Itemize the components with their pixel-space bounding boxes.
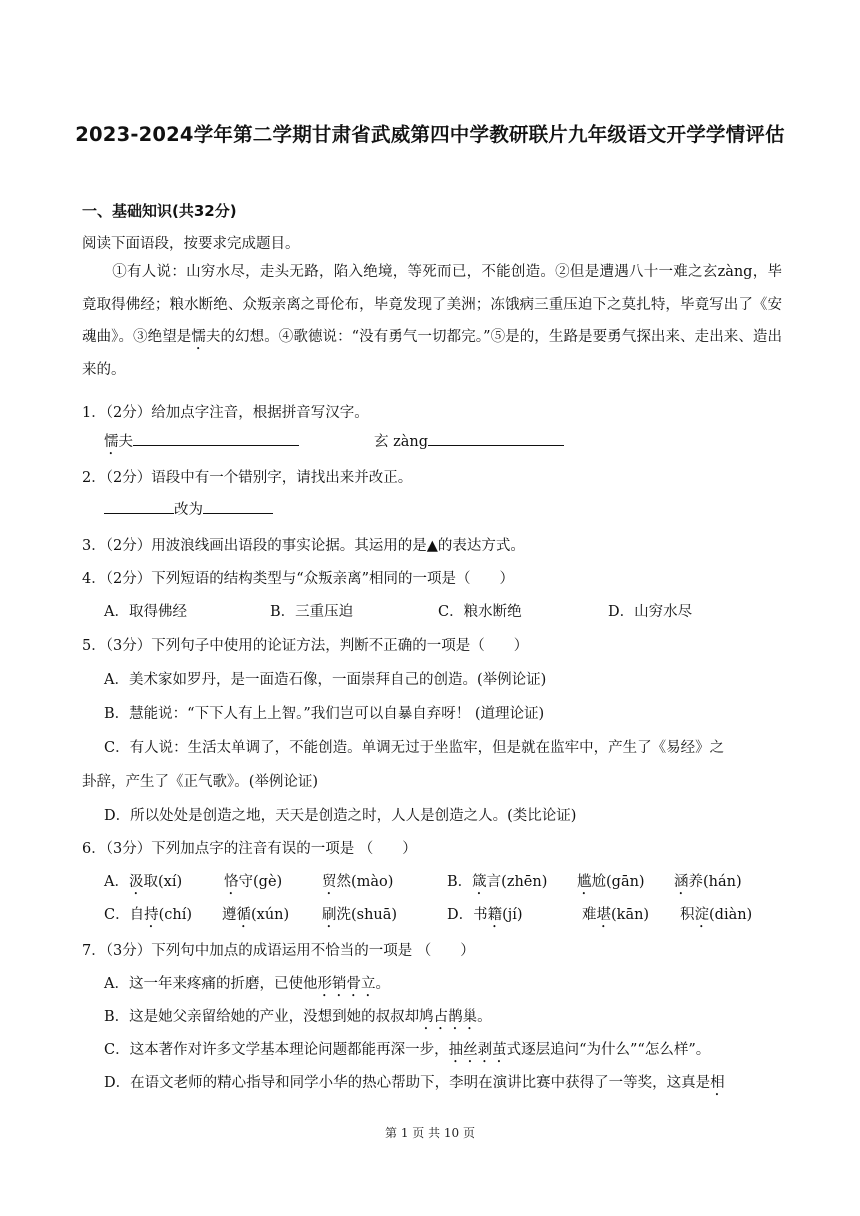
option-c-item-3: 刷洗(shuā) bbox=[322, 907, 398, 923]
passage-text-1: ①有人说：山穷水尽，走头无路，陷入绝境，等死而已，不能创造。②但是遭遇八十一难之玄zàng，毕竟取得佛经；粮水断绝、众叛亲离之哥伦布，毕竟发现了美洲；冻饿病三重压迫下之莫扎特，毕竟写出了《安魂曲》。③绝望是 bbox=[82, 264, 782, 345]
option-b-item-3: 涵养(hán) bbox=[674, 874, 742, 890]
question-1-stem: 1．（2分）给加点字注音，根据拼音写汉字。 bbox=[82, 405, 369, 421]
option-c[interactable]: C．粮水断绝 bbox=[438, 604, 522, 620]
option-a[interactable]: A．这一年来疼痛的折磨，已使他形销骨立。 bbox=[104, 976, 390, 992]
option-d-item-3: 积淀(diàn) bbox=[680, 907, 753, 923]
option-b-item-1[interactable]: B．箴言(zhēn) bbox=[447, 874, 548, 890]
option-d[interactable]: D．所以处处是创造之地，天天是创造之时，人人是创造之人。(类比论证) bbox=[104, 808, 577, 824]
option-d-item-2: 难堪(kān) bbox=[582, 907, 650, 923]
question-5-stem: 5．（3分）下列句子中使用的论证方法，判断不正确的一项是（ ） bbox=[82, 638, 529, 654]
answer-blank[interactable] bbox=[133, 431, 299, 446]
instruction: 阅读下面语段，按要求完成题目。 bbox=[82, 236, 300, 252]
option-d[interactable]: D．山穷水尽 bbox=[608, 604, 693, 620]
option-c-item-1[interactable]: C．自持(chí) bbox=[104, 907, 193, 923]
item-text: 玄 zàng bbox=[374, 434, 429, 450]
option-a-item-2: 恪守(gè) bbox=[224, 874, 283, 890]
passage-text-2: 夫的幻想。④歌德说：“没有勇气一切都完。”⑤是的，生路是要勇气探出来、走出来、造出来的。 bbox=[82, 329, 783, 378]
option-c[interactable]: C．这本著作对许多文学基本理论问题都能再深一步，抽丝剥茧式逐层追问“为什么”“怎么样”。 bbox=[104, 1042, 711, 1058]
option-c-continued: 卦辞，产生了《正气歌》。(举例论证) bbox=[82, 774, 319, 790]
page-footer: 第 1 页 共 10 页 bbox=[385, 1126, 475, 1140]
option-c-item-2: 遵循(xún) bbox=[222, 907, 290, 923]
section-heading: 一、基础知识(共32分) bbox=[82, 202, 237, 220]
question-1-item-b bbox=[374, 430, 564, 451]
answer-blank[interactable] bbox=[104, 499, 174, 514]
item-text: 改为 bbox=[174, 502, 203, 518]
page-title: 2023-2024学年第二学期甘肃省武威第四中学教研联片九年级语文开学学情评估 bbox=[75, 123, 785, 146]
option-c[interactable]: C．有人说：生活太单调了，不能创造。单调无过于坐监牢，但是就在监牢中，产生了《易经》之 bbox=[104, 740, 725, 756]
question-2-stem: 2．（2分）语段中有一个错别字，请找出来并改正。 bbox=[82, 470, 413, 486]
option-a[interactable]: A．美术家如罗丹，是一面造石像，一面崇拜自己的创造。(举例论证) bbox=[104, 672, 547, 688]
option-a[interactable]: A．取得佛经 bbox=[104, 604, 187, 620]
question-4-stem: 4．（2分）下列短语的结构类型与“众叛亲离”相同的一项是（ ） bbox=[82, 571, 515, 587]
answer-blank[interactable] bbox=[428, 431, 564, 446]
question-7-stem: 7．（3分）下列句中加点的成语运用不恰当的一项是 （ ） bbox=[82, 943, 475, 959]
option-b[interactable]: B．慧能说：“下下人有上上智。”我们岂可以自暴自弃呀！ (道理论证) bbox=[104, 706, 545, 722]
answer-blank[interactable] bbox=[203, 499, 273, 514]
question-2-answer bbox=[104, 498, 273, 519]
reading-passage bbox=[82, 256, 782, 386]
option-d[interactable]: D．在语文老师的精心指导和同学小华的热心帮助下，李明在演讲比赛中获得了一等奖，这真是相 bbox=[104, 1075, 725, 1091]
option-b[interactable]: B．这是她父亲留给她的产业，没想到她的叔叔却鸠占鹊巢。 bbox=[104, 1009, 492, 1025]
option-d-item-1[interactable]: D．书籍(jí) bbox=[447, 907, 523, 923]
item-text: 夫 bbox=[118, 434, 133, 450]
question-6-stem: 6．（3分）下列加点字的注音有误的一项是 （ ） bbox=[82, 841, 417, 857]
option-b-item-2: 尴尬(gān) bbox=[577, 874, 645, 890]
passage-dotted-char: 懦 bbox=[191, 329, 206, 345]
dotted-char: 懦 bbox=[104, 434, 119, 450]
option-b[interactable]: B．三重压迫 bbox=[270, 604, 354, 620]
option-a-item-3: 贸然(mào) bbox=[322, 874, 394, 890]
question-1-item-a bbox=[104, 430, 299, 458]
option-a-item-1[interactable]: A．汲取(xí) bbox=[104, 874, 183, 890]
question-3-stem: 3．（2分）用波浪线画出语段的事实论据。其运用的是▲的表达方式。 bbox=[82, 538, 525, 554]
